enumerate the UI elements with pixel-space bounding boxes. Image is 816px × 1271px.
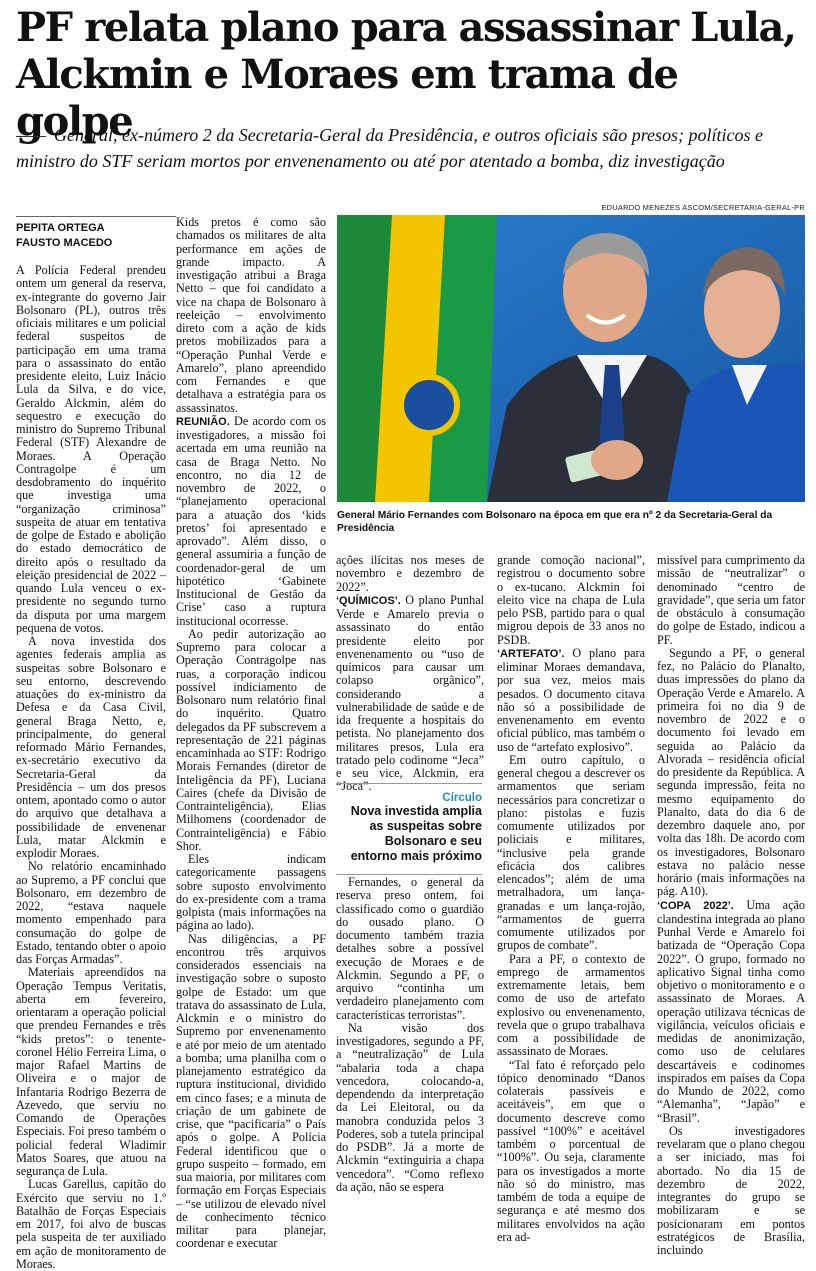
paragraph xyxy=(176,628,326,853)
paragraph-text: Segundo a PF, o general fez, no Palácio do Planalto, duas impressões do plano da Operação Verde e Amarelo. A primeira foi no dia 9 de novembro de 2022 e o documento foi levado em seguida ao Palácio da Alvorada – residência oficial do presidente da República. A segunda impressão, feita no mesmo equipamento do Planalto, data do dia 6 de dezembro daquele ano, por volta das 18h. De acordo com os investigadores, Bolsonaro estava no palácio nesse horário (mais informações na pág. A10). xyxy=(657,645,805,899)
paragraph xyxy=(176,415,326,628)
paragraph xyxy=(336,1022,484,1194)
paragraph xyxy=(16,635,166,860)
column-2 xyxy=(176,215,326,1251)
column-3-bottom xyxy=(336,875,484,1194)
paragraph xyxy=(336,876,484,1022)
paragraph-text: Kids pretos é como são chamados os militares de alta performance em ações de grande impacto. A investigação atribui a Braga Netto – que foi candidato a vice na chapa de Bolsonaro à reeleição – envolvimento direto com a ação de kids pretos mobilizados para a “Operação Punhal Verde e Amarelo”, plano apreendido com Fernandes e que detalhava a estratégia para os assassinatos. xyxy=(176,215,326,415)
paragraph-text: Nas diligências, a PF encontrou três arquivos considerados essenciais na investigação sobre o suposto golpe de Estado: um que tratava do assassinato de Lula, Alckmin e o ministro do Supremo por envenenamento e até por meio de um atentado a bomba; uma planilha com o planejamento estratégico da ruptura institucional, dividido em cinco fases; e a minuta de criação de um gabinete de crise, que “pacificaria” o País após o golpe. A Polícia Federal identificou que o grupo suspeito – formado, em sua maioria, por militares com formação em Forças Especiais – “se utilizou de elevado nível de conhecimento técnico militar para planejar, coordenar e executar xyxy=(176,931,326,1251)
related-title: Nova investida amplia as suspeitas sobre Bolsonaro e seu entorno mais próximo xyxy=(350,804,482,863)
paragraph xyxy=(657,1125,805,1258)
byline xyxy=(16,216,176,251)
column-1 xyxy=(16,263,166,1271)
paragraph xyxy=(16,860,166,966)
paragraph-text: A nova investida dos agentes federais amplia as suspeitas sobre Bolsonaro e seu entorno, descrevendo atuações do ex-ministro da Defesa e da Casa Civil, general Braga Netto, e, principalmente, do general reformado Mário Fernandes, ex-secretário executivo da Secretaria-Geral da Presidência – um dos presos ontem, apontado como o autor do arquivo que detalhava a possibilidade de envenenar Lula, matar Alckmin e explodir Moraes. xyxy=(16,634,166,860)
paragraph-text: Eles indicam categoricamente passagens sobre suposto envolvimento do ex-presidente com a trama golpista (mais informações na página ao lado). xyxy=(176,852,326,933)
paragraph xyxy=(657,899,805,1125)
paragraph xyxy=(176,216,326,415)
related-tag: Círculo xyxy=(442,792,482,804)
paragraph-text: De acordo com os investigadores, a missão foi acertada em uma reunião na casa de Braga Netto. No encontro, no dia 12 de novembro de 2022, o “planejamento operacional para a atuação dos ‘kids pretos’ foi apresentado e aprovado”. Além disso, o general assumiria a função de coordenador-geral de um hipotético ‘Gabinete Institucional de Gestão da Crise’ caso a ruptura institucional ocorresse. xyxy=(176,413,326,628)
headline-line-1: PF relata plano para assassinar Lula, xyxy=(16,4,796,51)
paragraph xyxy=(497,554,645,647)
paragraph-text: Em outro capítulo, o general chegou a descrever os armamentos que seriam necessários para concretizar o plano: pistolas e fuzis comumente utilizados por policiais e militares, “inclusive pela grande eficácia dos calibres elencados”; além de uma metralhadora, um lança-granadas e um lança-rojão, “armamentos de guerra comumente utilizados por grupos de combate”. xyxy=(497,752,645,953)
paragraph-text: Fernandes, o general da reserva preso ontem, foi classificado como o guardião do ousado plano. O documento também trazia detalhes sobre a possível execução de Moraes e de Alckmin. Segundo a PF, o arquivo “continha um verdadeiro planejamento com características terroristas”. xyxy=(336,875,484,1022)
paragraph-text: Os investigadores revelaram que o plano chegou a ser iniciado, mas foi abortado. No dia 15 de dezembro de 2022, integrantes do grupo se mobilizaram e se posicionaram em pontos estratégicos de Brasília, incluindo xyxy=(657,1123,805,1257)
paragraph-text: Uma ação clandestina integrada ao plano Punhal Verde e Amarelo foi batizada de “Operação Copa 2022”. O grupo, formado no aplicativo Signal tinha como objetivo o monitoramento e o assassinato de Moraes. A operação utilizava técnicas de vigilância, veículos oficiais e medidas de anonimização, como uso de celulares descartáveis e codinomes inspirados em países da Copa do Mundo de 2022, como “Alemanha”, “Japão” e “Brasil”. xyxy=(657,897,805,1125)
paragraph xyxy=(497,1059,645,1245)
headline-line-2: Alckmin e Moraes em trama de golpe xyxy=(16,51,678,145)
photo-credit: EDUARDO MENEZES ASCOM/SECRETARIA-GERAL-PR xyxy=(601,203,805,212)
paragraph xyxy=(16,264,166,635)
paragraph xyxy=(497,953,645,1059)
paragraph-text: A Polícia Federal prendeu ontem um general da reserva, ex-integrante do governo Jair Bolsonaro (PL), outros três oficiais militares e um policial federal suspeitos de participação em uma trama para o assassinato do então presidente eleito, Luiz Inácio Lula da Silva, e do vice, Geraldo Alckmin, além do sequestro e execução do ministro do Supremo Tribunal Federal (STF) Alexandre de Moraes. A Operação Contragolpe é um desdobramento do inquérito que investiga uma “organização criminosa” suspeita de atuar em tentativa de golpe de Estado e abolição do estado democrático de direito após o resultado da eleição presidencial de 2022 – quando Lula venceu o ex-presidente no segundo turno da disputa por uma margem pequena de votos. xyxy=(16,263,166,635)
news-photo xyxy=(337,215,805,502)
section-keyword: ‘ARTEFATO’. xyxy=(497,647,565,660)
column-4 xyxy=(497,553,645,1244)
photo-illustration xyxy=(337,215,805,502)
paragraph xyxy=(497,647,645,754)
paragraph-text: Materiais apreendidos na Operação Tempus Veritatis, aberta em fevereiro, orientaram a operação policial que prendeu Fernandes e três “kids pretos”: o tenente-coronel Hélio Ferreira Lima, o major Rafael Martins de Oliveira e o major de Infantaria Rodrigo Bezerra de Azevedo, que serviu no Comando de Operações Especiais. Foi preso também o policial federal Wladimir Matos Soares, que atuou na segurança de Lula. xyxy=(16,965,166,1178)
paragraph-text: Na visão dos investigadores, segundo a PF, a “neutralização” de Lula “abalaria toda a chapa vencedora, colocando-a, dependendo da interpretação da Lei Eleitoral, ou da manobra conduzida pelos 3 Poderes, sob a tutela principal do PSDB”. Já a morte de Alckmin “extinguiria a chapa vencedora”. “Como reflexo da ação, não se espera xyxy=(336,1020,484,1194)
subhead-text: General, ex-número 2 da Secretaria-Geral da Presidência, e outros oficiais são presos; políticos e ministro do STF seriam mortos por envenenamento ou até por atentado a bomba, diz investigação xyxy=(16,125,764,171)
paragraph xyxy=(16,1178,166,1271)
paragraph-text: O plano Punhal Verde e Amarelo previa o assassinato do então presidente eleito por envenenamento ou “uso de químicos para causar um colapso orgânico”, considerando a vulnerabilidade de saúde e de ida frequente a hospitais do petista. No planejamento dos militares presos, Lula era tratado pelo codinome “Jeca” e seu vice, Alckmin, era “Joca”. xyxy=(336,592,484,794)
paragraph-text: O plano para eliminar Moraes demandava, por sua vez, meios mais pesados. O documento citava não só a possibilidade de envenenamento em evento oficial público, mas também o uso de “artefato explosivo”. xyxy=(497,645,645,754)
author-1: PEPITA ORTEGA xyxy=(16,222,105,234)
column-3-top xyxy=(336,553,484,794)
paragraph xyxy=(176,853,326,933)
paragraph-text: grande comoção nacional”, registrou o documento sobre o ex-tucano. Alckmin foi eleito vice na chapa de Lula pelo PSB, partido para o qual migrou depois de 33 anos no PSDB. xyxy=(497,553,645,647)
author-2: FAUSTO MACEDO xyxy=(16,237,113,249)
section-keyword: ‘COPA 2022’. xyxy=(657,899,734,912)
paragraph-text: Ao pedir autorização ao Supremo para colocar a Operação Contragolpe nas ruas, a corporação indicou possível indiciamento de Bolsonaro num relatório final do inquérito. Quatro delegados da PF subscrevem a representação de 221 páginas encaminhada ao STF: Rodrigo Morais Fernandes (diretor de Inteligência da PF), Luciana Caires (chefe da Divisão de Contrainteligência), Elias Milhomens (coordenador de Contrainteligência) e Fábio Shor. xyxy=(176,626,326,853)
paragraph xyxy=(336,594,484,794)
paragraph-text: Lucas Garellus, capitão do Exército que serviu no 1.º Batalhão de Forças Especiais em 2017, foi alvo de buscas pela suspeita de ter auxiliado em ação de monitoramento de Moraes. xyxy=(16,1177,166,1271)
paragraph xyxy=(657,554,805,647)
paragraph-text: No relatório encaminhado ao Supremo, a PF conclui que Bolsonaro, em dezembro de 2022, “estava naquele momento empenhado para consumação do golpe de Estado, tentando obter o apoio das Forças Armadas”. xyxy=(16,859,166,966)
subheadline xyxy=(16,122,808,174)
paragraph-text: ações ilícitas nos meses de novembro e dezembro de 2022”. xyxy=(336,553,484,594)
paragraph xyxy=(16,966,166,1178)
paragraph xyxy=(657,647,805,899)
paragraph xyxy=(497,754,645,953)
related-box xyxy=(336,783,482,875)
photo-caption: General Mário Fernandes com Bolsonaro na época em que era nº 2 da Secretaria-Geral da Presidência xyxy=(337,510,773,534)
paragraph-text: “Tal fato é reforçado pelo tópico denominado “Danos colaterais passíveis e aceitáveis”, em que o documento descreve como passível “100%” e aceitável também o porcentual de “100%”. Ou seja, claramente para os investigados a morte não só do ministro, mas também de toda a equipe de segurança e até mesmo dos militares envolvidos na ação era ad- xyxy=(497,1057,645,1244)
column-5 xyxy=(657,553,805,1257)
paragraph-text: missível para cumprimento da missão de “neutralizar” o denominado “centro de gravidade”, que seria um fator de obstáculo à consumação do golpe de Estado, indicou a PF. xyxy=(657,553,805,647)
subhead-dash xyxy=(16,136,46,137)
paragraph xyxy=(176,933,326,1251)
section-keyword: ‘QUÍMICOS’. xyxy=(336,594,401,607)
paragraph-text: Para a PF, o contexto de emprego de armamentos extremamente letais, bem como de uso de artefato explosivo ou envenenamento, revela que o grupo trabalhava com a possibilidade de assassinato de Moraes. xyxy=(497,951,645,1059)
section-keyword: REUNIÃO. xyxy=(176,415,230,428)
paragraph xyxy=(336,554,484,594)
